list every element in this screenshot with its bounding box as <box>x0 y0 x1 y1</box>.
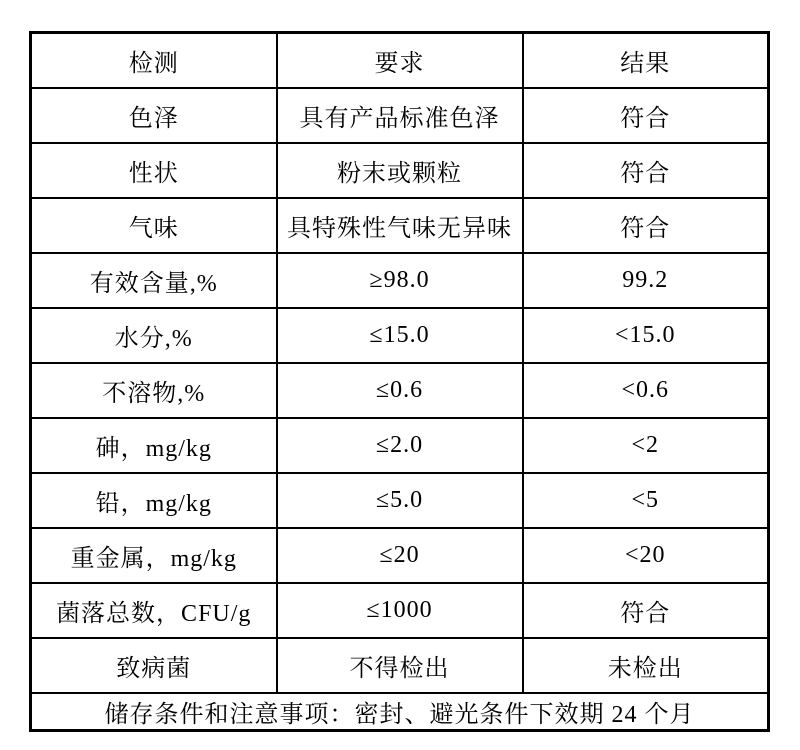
result-cell: 符合 <box>523 198 769 253</box>
storage-note: 储存条件和注意事项：密封、避光条件下效期 24 个月 <box>31 693 769 731</box>
result-cell: <0.6 <box>523 363 769 418</box>
item-name-cell: 铅，mg/kg <box>31 473 277 528</box>
requirement-cell: ≤0.6 <box>277 363 523 418</box>
table-row <box>31 473 769 528</box>
item-name-cell: 致病菌 <box>31 638 277 693</box>
item-name-cell: 有效含量,% <box>31 253 277 308</box>
header-row <box>31 33 769 88</box>
header-result: 结果 <box>523 33 769 88</box>
table-row <box>31 528 769 583</box>
requirement-cell: ≤2.0 <box>277 418 523 473</box>
result-cell: 99.2 <box>523 253 769 308</box>
requirement-cell: 不得检出 <box>277 638 523 693</box>
table-row <box>31 583 769 638</box>
table-row <box>31 638 769 693</box>
requirement-cell: ≤5.0 <box>277 473 523 528</box>
footer-row <box>31 693 769 731</box>
header-requirement: 要求 <box>277 33 523 88</box>
result-cell: 未检出 <box>523 638 769 693</box>
requirement-cell: 具有产品标准色泽 <box>277 88 523 143</box>
item-name-cell: 性状 <box>31 143 277 198</box>
table-row <box>31 418 769 473</box>
table-row <box>31 308 769 363</box>
table-row <box>31 88 769 143</box>
requirement-cell: ≤20 <box>277 528 523 583</box>
result-cell: <2 <box>523 418 769 473</box>
header-test: 检测 <box>31 33 277 88</box>
item-name-cell: 水分,% <box>31 308 277 363</box>
result-cell: 符合 <box>523 143 769 198</box>
item-name-cell: 重金属，mg/kg <box>31 528 277 583</box>
table-row <box>31 363 769 418</box>
item-name-cell: 气味 <box>31 198 277 253</box>
requirement-cell: 具特殊性气味无异味 <box>277 198 523 253</box>
table-row <box>31 253 769 308</box>
result-cell: 符合 <box>523 583 769 638</box>
table-row <box>31 198 769 253</box>
requirement-cell: ≤15.0 <box>277 308 523 363</box>
requirement-cell: 粉末或颗粒 <box>277 143 523 198</box>
result-cell: <5 <box>523 473 769 528</box>
item-name-cell: 不溶物,% <box>31 363 277 418</box>
result-cell: <15.0 <box>523 308 769 363</box>
item-name-cell: 菌落总数，CFU/g <box>31 583 277 638</box>
table-row <box>31 143 769 198</box>
requirement-cell: ≥98.0 <box>277 253 523 308</box>
result-cell: 符合 <box>523 88 769 143</box>
result-cell: <20 <box>523 528 769 583</box>
item-name-cell: 色泽 <box>31 88 277 143</box>
requirement-cell: ≤1000 <box>277 583 523 638</box>
item-name-cell: 砷，mg/kg <box>31 418 277 473</box>
inspection-table <box>29 31 770 732</box>
